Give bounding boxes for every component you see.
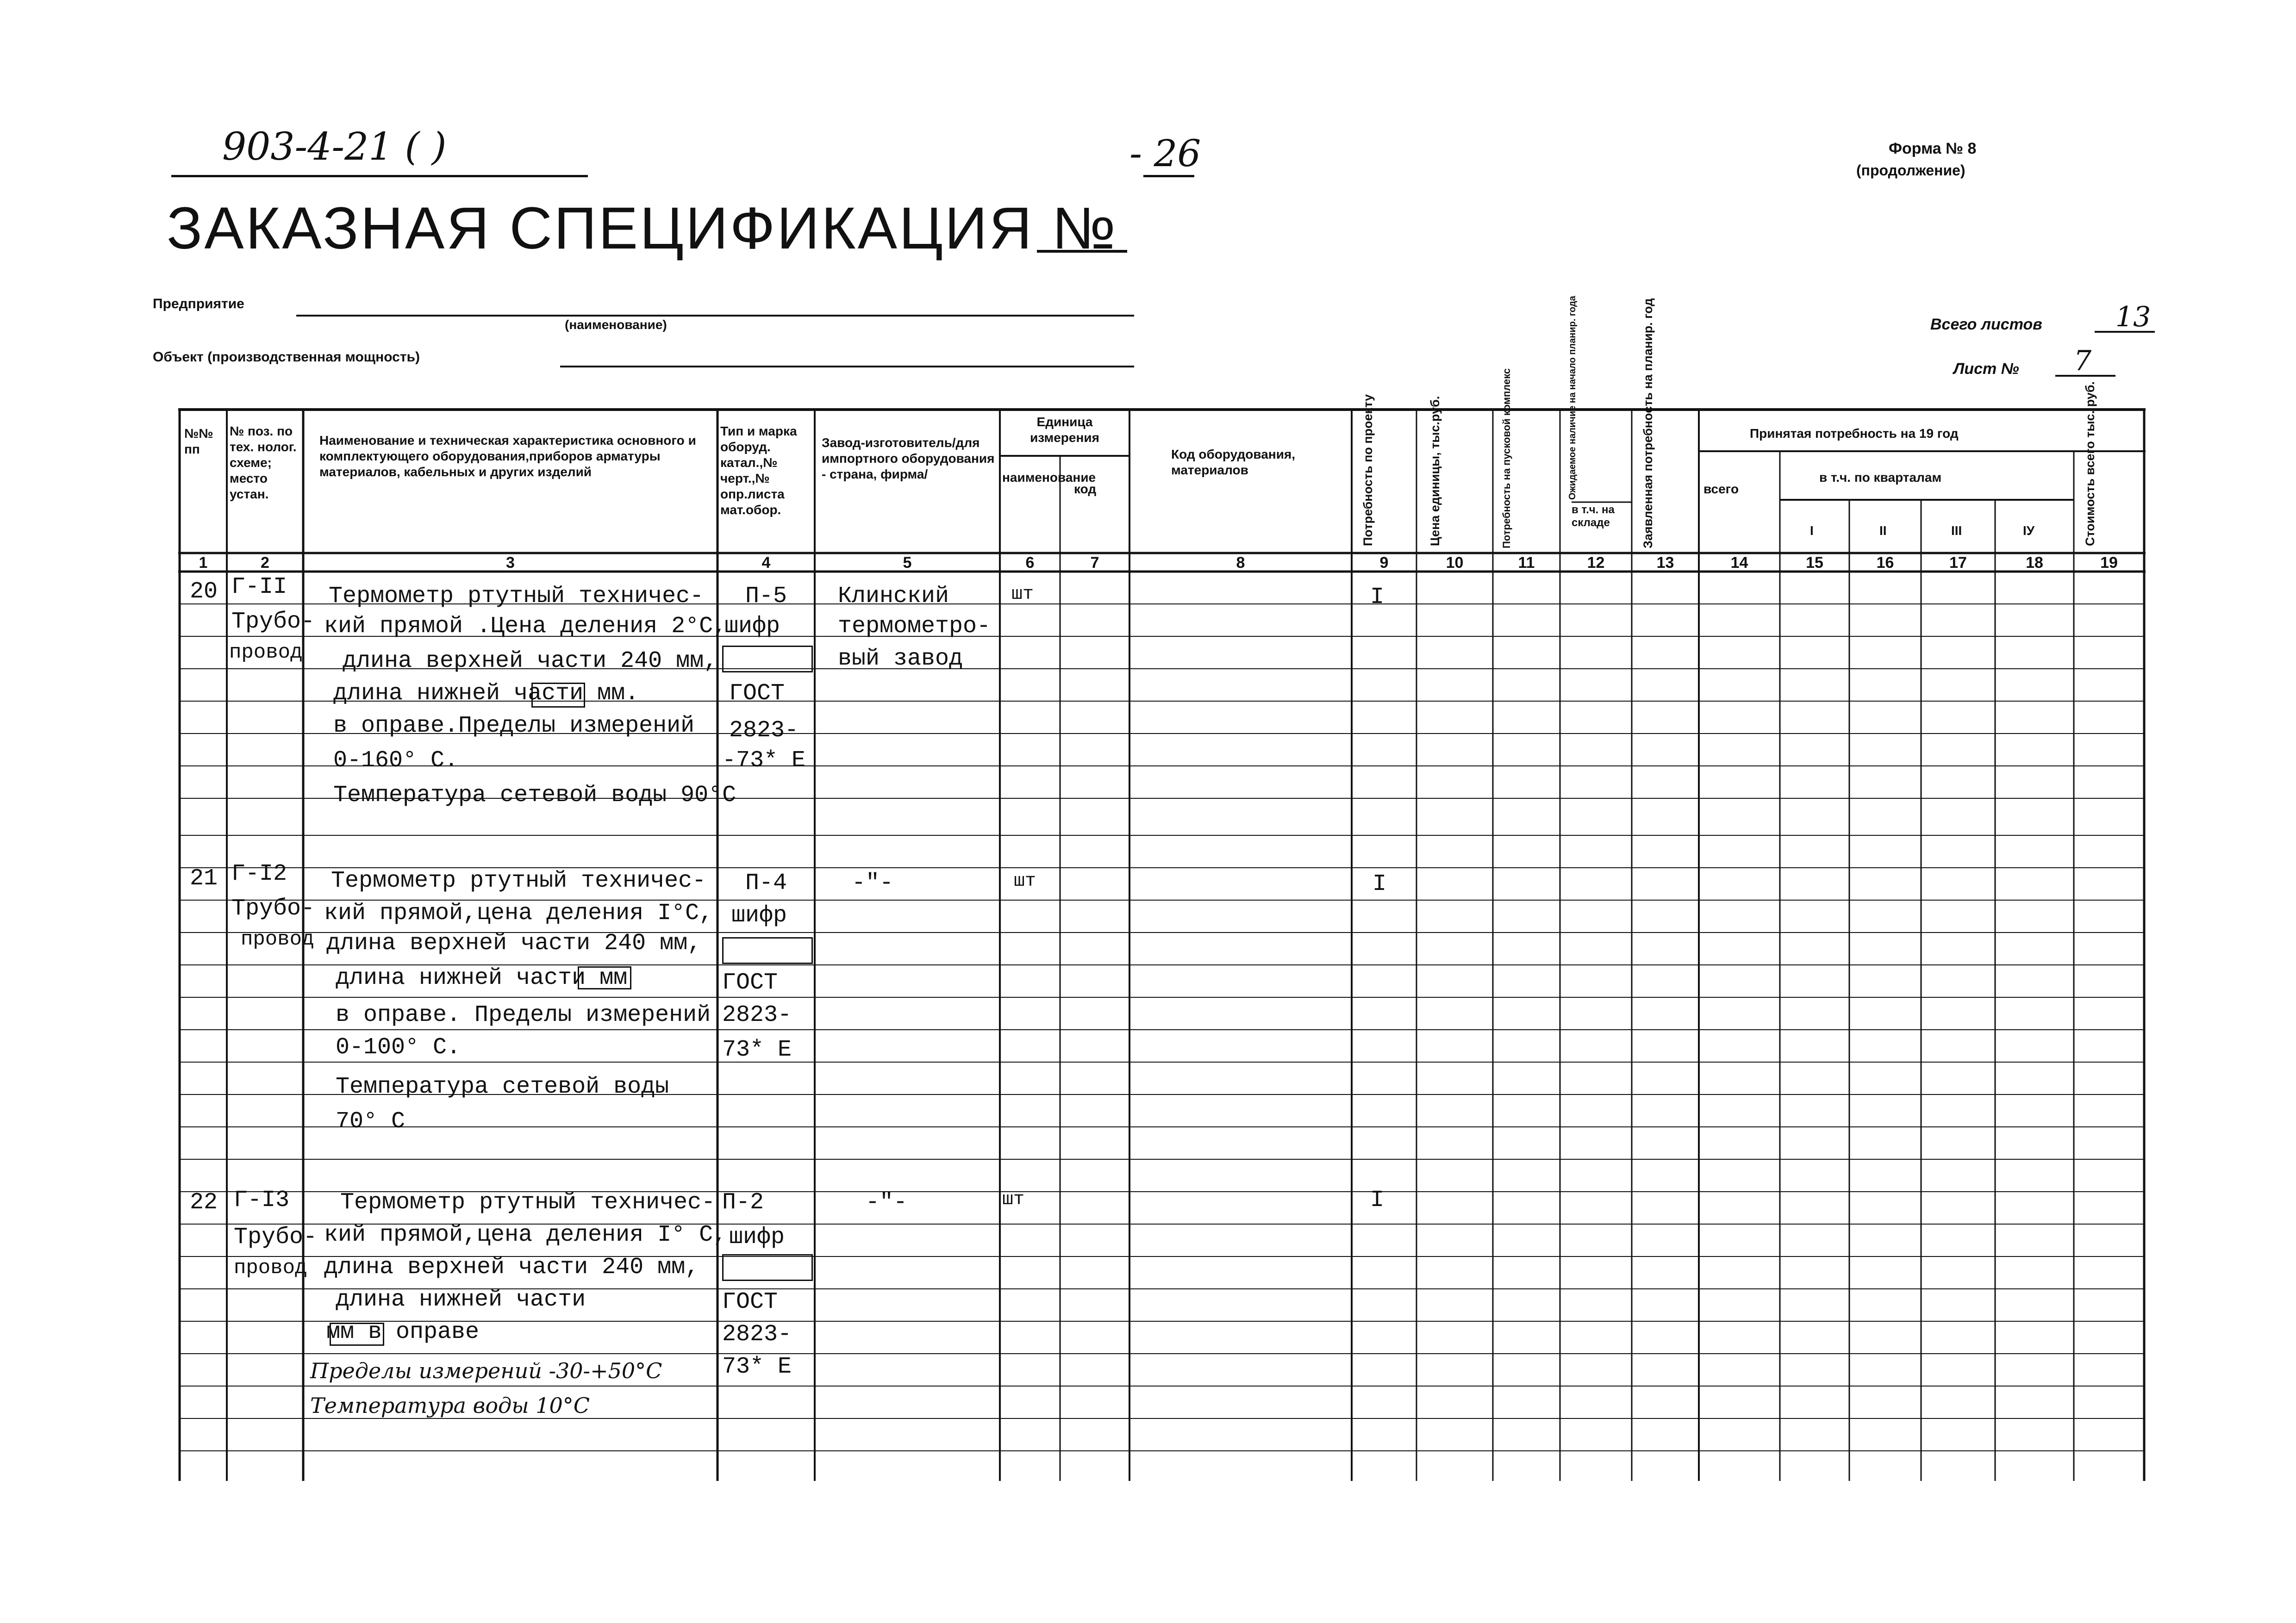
item-22-desc-line7: Температура воды 10°С (310, 1393, 590, 1418)
item-20-position: Г-II (231, 574, 287, 600)
total-sheets-value: 13 (2115, 301, 2151, 333)
item-21-desc-line4: длина нижней части мм (336, 965, 628, 991)
item-21-desc-line8: 70° С (336, 1108, 406, 1135)
item-22-position: Г-I3 (234, 1187, 290, 1213)
item-22-number: 22 (190, 1189, 218, 1216)
item-21-type-line5: 2823- (722, 1002, 792, 1028)
col-num-10: 10 (1446, 554, 1464, 572)
col-num-4: 4 (761, 554, 771, 572)
item-20-number: 20 (190, 578, 218, 605)
item-22-unit: шт (1002, 1189, 1025, 1210)
item-20-type-line4: ГОСТ (729, 680, 785, 707)
item-21-desc-line1: Термометр ртутный техничес- (331, 868, 706, 894)
page-number: - 26 (1129, 132, 1201, 175)
header-q2: II (1879, 523, 1887, 538)
item-21-code-blank[interactable] (722, 937, 813, 964)
col-num-13: 13 (1656, 554, 1674, 572)
header-cost: Стоимость всего тыс. руб. (2083, 381, 2097, 546)
item-20-desc-line7: Температура сетевой воды 90°С (333, 782, 736, 808)
col-num-1: 1 (199, 554, 208, 572)
header-accepted-demand: Принятая потребность на 19 год (1750, 426, 1959, 441)
item-21-type-line6: 73* Е (722, 1037, 792, 1063)
header-position: № поз. по тех. нолог. схеме; место устан. (230, 424, 297, 501)
sheet-number-value: 7 (2074, 345, 2092, 377)
item-20-desc-line4: длина нижней части мм. (333, 680, 639, 707)
item-22-desc-line2: кий прямой,цена деления I° С, (324, 1222, 727, 1248)
item-22-desc-line4: длина нижней части (336, 1287, 586, 1313)
item-21-maker: -"- (852, 870, 894, 896)
col-num-16: 16 (1876, 554, 1894, 572)
col-num-7: 7 (1090, 554, 1099, 572)
item-20-position-line3: провод (229, 641, 303, 664)
item-20-lower-length-blank[interactable] (531, 683, 585, 708)
header-type: Тип и марка оборуд. катал.,№ черт.,№ опр.листа мат.обор. (720, 424, 797, 517)
item-21-desc-line5: в оправе. Пределы измерений (336, 1002, 711, 1028)
item-20-type-line6: -73* Е (722, 747, 806, 774)
header-equipment-code: Код оборудования, материалов (1171, 447, 1296, 477)
col-num-15: 15 (1806, 554, 1823, 572)
col-num-11: 11 (1518, 554, 1535, 572)
form-sub-label: (продолжение) (1856, 162, 1965, 179)
item-21-type-line2: шифр (731, 902, 787, 929)
form-label: Форма № 8 (1889, 140, 1977, 157)
header-project-demand: Потребность по проекту (1361, 394, 1375, 546)
item-21-lower-length-blank[interactable] (578, 966, 631, 989)
header-in-stock: в т.ч. на складе (1572, 504, 1615, 529)
item-22-desc-line3: длина верхней части 240 мм, (324, 1254, 699, 1281)
header-unit-name: наименование (1002, 470, 1096, 485)
item-22-maker: -"- (866, 1189, 908, 1216)
item-20-desc-line6: 0-160° С. (333, 747, 459, 774)
col-num-12: 12 (1587, 554, 1605, 572)
header-description: Наименование и техническая характеристика основного и комплектующего оборудования,приборов арматуры материалов, кабельных и других изделий (319, 433, 696, 479)
header-total: всего (1703, 482, 1739, 496)
sheet-number-label: Лист № (1953, 360, 2019, 378)
col-num-3: 3 (506, 554, 515, 572)
item-20-desc-line1: Термометр ртутный техничес- (329, 583, 704, 609)
header-expected-stock: Ожидаемое наличие на начало планир. года (1567, 296, 1578, 500)
item-21-desc-line7: Температура сетевой воды (336, 1074, 669, 1100)
item-21-desc-line6: 0-100° С. (336, 1034, 461, 1061)
item-22-type: П-2 (722, 1189, 764, 1216)
item-22-qty: I (1370, 1187, 1385, 1213)
item-21-position-line2: Трубо- (231, 895, 315, 922)
header-unit-price: Цена единицы, тыс.руб. (1428, 396, 1442, 546)
item-22-type-line5: 2823- (722, 1321, 792, 1348)
enterprise-label: Предприятие (153, 296, 244, 311)
item-20-type-line2: шифр (724, 613, 780, 640)
header-unit-code: код (1074, 482, 1097, 496)
col-num-8: 8 (1236, 554, 1245, 572)
item-20-desc-line5: в оправе.Пределы измерений (333, 713, 695, 739)
item-21-qty: I (1373, 871, 1387, 897)
item-20-maker-line1: Клинский (838, 583, 949, 609)
item-20-code-blank[interactable] (722, 646, 813, 672)
header-startup-demand: Потребность на пусковой комплекс (1501, 368, 1512, 548)
col-num-17: 17 (1949, 554, 1967, 572)
item-21-position-line3: провод (241, 928, 314, 951)
item-22-desc-line5: мм в оправе (326, 1319, 480, 1345)
item-21-unit: шт (1014, 871, 1036, 892)
item-20-unit: шт (1011, 584, 1034, 605)
header-q1: I (1810, 523, 1814, 538)
col-num-9: 9 (1379, 554, 1389, 572)
header-quarters: в т.ч. по кварталам (1819, 470, 1942, 485)
item-20-position-line2: Трубо- (231, 609, 315, 635)
col-num-19: 19 (2100, 554, 2118, 572)
document-code: 903-4-21 ( ) (222, 125, 447, 169)
item-20-desc-line3: длина верхней части 240 мм, (343, 648, 718, 674)
item-20-desc-line2: кий прямой .Цена деления 2°С, (324, 613, 727, 640)
total-sheets-label: Всего листов (1930, 316, 2042, 333)
item-21-desc-line2: кий прямой,цена деления I°С, (324, 900, 713, 927)
item-21-type-line4: ГОСТ (722, 970, 778, 996)
item-20-maker-line2: термометро- (838, 613, 991, 640)
header-manufacturer: Завод-изготовитель/для импортного оборудования - страна, фирма/ (822, 435, 995, 481)
header-item-number: №№ пп (184, 426, 213, 456)
header-q3: III (1951, 523, 1962, 538)
header-declared-demand: Заявленная потребность на планир. год (1641, 298, 1655, 548)
item-22-type-line4: ГОСТ (722, 1289, 778, 1315)
item-20-qty: I (1370, 584, 1385, 610)
item-21-number: 21 (190, 865, 218, 892)
col-num-6: 6 (1025, 554, 1035, 572)
item-22-desc-line1: Термометр ртутный техничес- (340, 1189, 716, 1216)
item-22-desc-line6: Пределы измерений -30-+50°С (310, 1358, 662, 1383)
item-22-type-line2: шифр (729, 1224, 785, 1250)
item-21-type: П-4 (745, 870, 787, 896)
page-title: ЗАКАЗНАЯ СПЕЦИФИКАЦИЯ № (167, 195, 1118, 261)
item-20-maker-line3: вый завод (838, 646, 963, 672)
object-label: Объект (производственная мощность) (153, 349, 420, 365)
header-unit-group: Единица измерения (1030, 415, 1099, 445)
col-num-14: 14 (1730, 554, 1748, 572)
item-22-type-line6: 73* Е (722, 1354, 792, 1380)
col-num-5: 5 (903, 554, 912, 572)
name-caption: (наименование) (565, 317, 667, 332)
col-num-18: 18 (2026, 554, 2043, 572)
col-num-2: 2 (261, 554, 269, 572)
item-20-type-line5: 2823- (729, 717, 799, 744)
item-20-type: П-5 (745, 583, 787, 609)
item-21-desc-line3: длина верхней части 240 мм, (326, 930, 702, 957)
item-22-position-line3: провод (234, 1256, 307, 1280)
item-22-code-blank[interactable] (722, 1254, 813, 1281)
item-22-position-line2: Трубо- (234, 1224, 318, 1250)
header-q4: IУ (2023, 523, 2035, 538)
item-21-position: Г-I2 (231, 861, 287, 887)
